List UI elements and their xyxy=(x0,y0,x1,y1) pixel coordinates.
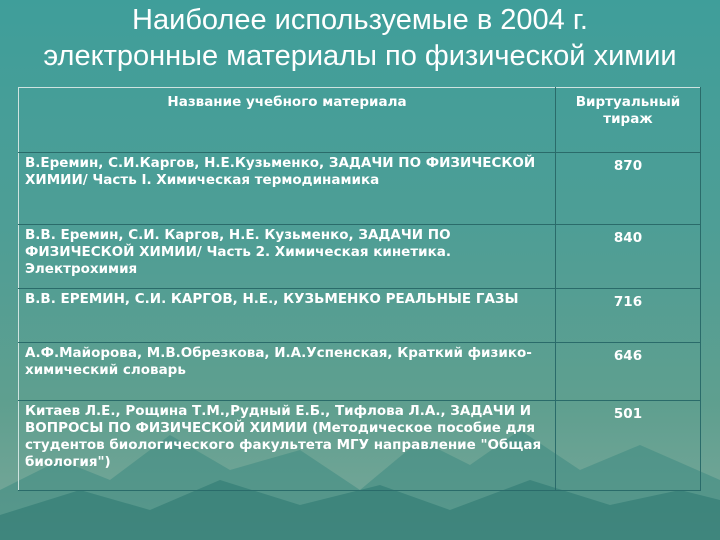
table-row xyxy=(19,153,701,225)
header-virtual-count: Виртуальный тираж xyxy=(556,88,701,153)
count-cell: 501 xyxy=(556,401,701,491)
material-name-cell: В.В. Еремин, С.И. Каргов, Н.Е. Кузьменко, ЗАДАЧИ ПО ФИЗИЧЕСКОЙ ХИМИИ/ Часть 2. Химическая кинетика. Электрохимия xyxy=(19,225,556,289)
material-name-cell: В.Еремин, С.И.Каргов, Н.Е.Кузьменко, ЗАДАЧИ ПО ФИЗИЧЕСКОЙ ХИМИИ/ Часть I. Химическая термодинамика xyxy=(19,153,556,225)
slide-title xyxy=(0,2,720,74)
materials-table-container xyxy=(18,87,700,491)
table-row xyxy=(19,343,701,401)
material-name-cell: Китаев Л.Е., Рощина Т.М.,Рудный Е.Б., Тифлова Л.А., ЗАДАЧИ И ВОПРОСЫ ПО ФИЗИЧЕСКОЙ ХИМИИ (Методическое пособие для студентов биологического факультета МГУ направление "Общая биология") xyxy=(19,401,556,491)
material-name-cell: А.Ф.Майорова, М.В.Обрезкова, И.А.Успенская, Краткий физико-химический словарь xyxy=(19,343,556,401)
title-line-1: Наиболее используемые в 2004 г. xyxy=(132,4,588,36)
count-cell: 646 xyxy=(556,343,701,401)
count-cell: 840 xyxy=(556,225,701,289)
table-header-row xyxy=(19,88,701,153)
table-row xyxy=(19,225,701,289)
count-cell: 870 xyxy=(556,153,701,225)
material-name-cell: В.В. ЕРЕМИН, С.И. КАРГОВ, Н.Е., КУЗЬМЕНКО РЕАЛЬНЫЕ ГАЗЫ xyxy=(19,289,556,343)
count-cell: 716 xyxy=(556,289,701,343)
materials-table xyxy=(18,87,701,491)
table-row xyxy=(19,289,701,343)
header-material-name: Название учебного материала xyxy=(19,88,556,153)
title-line-2: электронные материалы по физической химии xyxy=(43,40,677,72)
table-row xyxy=(19,401,701,491)
